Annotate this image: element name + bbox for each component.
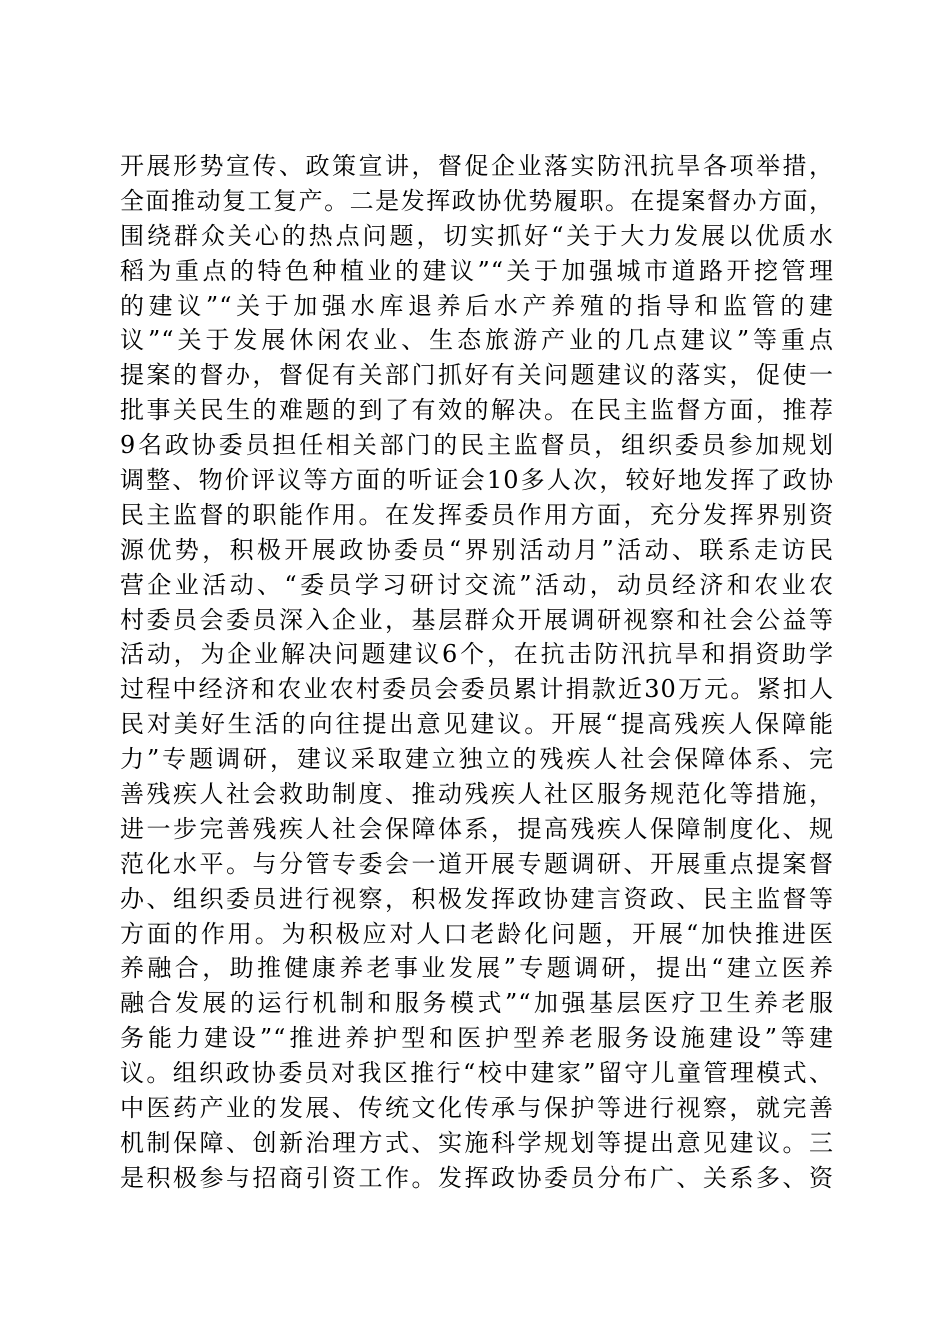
text-line: 调整、物价评议等方面的听证会10多人次，较好地发挥了政协 <box>120 466 834 495</box>
text-line: 办、组织委员进行视察，积极发挥政协建言资政、民主监督等 <box>120 884 834 913</box>
text-line: 议。组织政协委员对我区推行“校中建家”留守儿童管理模式、 <box>120 1059 834 1088</box>
text-line: 民主监督的职能作用。在发挥委员作用方面，充分发挥界别资 <box>120 500 834 529</box>
text-line: 方面的作用。为积极应对人口老龄化问题，开展“加快推进医 <box>120 919 834 948</box>
text-line: 过程中经济和农业农村委员会委员累计捐款近30万元。紧扣人 <box>120 675 834 704</box>
text-line: 务能力建设”“推进养护型和医护型养老服务设施建设”等建 <box>120 1024 834 1053</box>
text-line: 中医药产业的发展、传统文化传承与保护等进行视察，就完善 <box>120 1094 834 1123</box>
text-line: 稻为重点的特色种植业的建议”“关于加强城市道路开挖管理 <box>120 256 834 285</box>
document-body <box>120 149 834 1196</box>
text-line: 力”专题调研，建议采取建立独立的残疾人社会保障体系、完 <box>120 745 834 774</box>
text-line: 议”“关于发展休闲农业、生态旅游产业的几点建议”等重点 <box>120 326 834 355</box>
text-line: 开展形势宣传、政策宣讲，督促企业落实防汛抗旱各项举措， <box>120 152 834 180</box>
text-line: 范化水平。与分管专委会一道开展专题调研、开展重点提案督 <box>120 849 834 878</box>
text-line: 围绕群众关心的热点问题，切实抓好“关于大力发展以优质水 <box>120 221 834 250</box>
text-line: 进一步完善残疾人社会保障体系，提高残疾人保障制度化、规 <box>120 814 834 843</box>
text-line: 善残疾人社会救助制度、推动残疾人社区服务规范化等措施， <box>120 780 834 809</box>
text-line: 养融合，助推健康养老事业发展”专题调研，提出“建立医养 <box>120 954 834 983</box>
text-line: 融合发展的运行机制和服务模式”“加强基层医疗卫生养老服 <box>120 989 834 1018</box>
text-line: 是积极参与招商引资工作。发挥政协委员分布广、关系多、资 <box>120 1163 834 1192</box>
text-line: 全面推动复工复产。二是发挥政协优势履职。在提案督办方面， <box>120 186 834 215</box>
text-line: 的建议”“关于加强水库退养后水产养殖的指导和监管的建 <box>120 291 834 320</box>
text-line: 源优势，积极开展政协委员“界别活动月”活动、联系走访民 <box>120 535 834 564</box>
text-line: 营企业活动、“委员学习研讨交流”活动，动员经济和农业农 <box>120 570 834 599</box>
text-line: 民对美好生活的向往提出意见建议。开展“提高残疾人保障能 <box>120 710 834 739</box>
text-line: 9名政协委员担任相关部门的民主监督员，组织委员参加规划 <box>120 431 834 460</box>
text-line: 机制保障、创新治理方式、实施科学规划等提出意见建议。三 <box>120 1128 834 1157</box>
text-line: 村委员会委员深入企业，基层群众开展调研视察和社会公益等 <box>120 605 834 634</box>
text-line: 批事关民生的难题的到了有效的解决。在民主监督方面，推荐 <box>120 396 834 425</box>
text-line: 提案的督办，督促有关部门抓好有关问题建议的落实，促使一 <box>120 361 834 390</box>
text-line: 活动，为企业解决问题建议6个，在抗击防汛抗旱和捐资助学 <box>120 640 834 669</box>
